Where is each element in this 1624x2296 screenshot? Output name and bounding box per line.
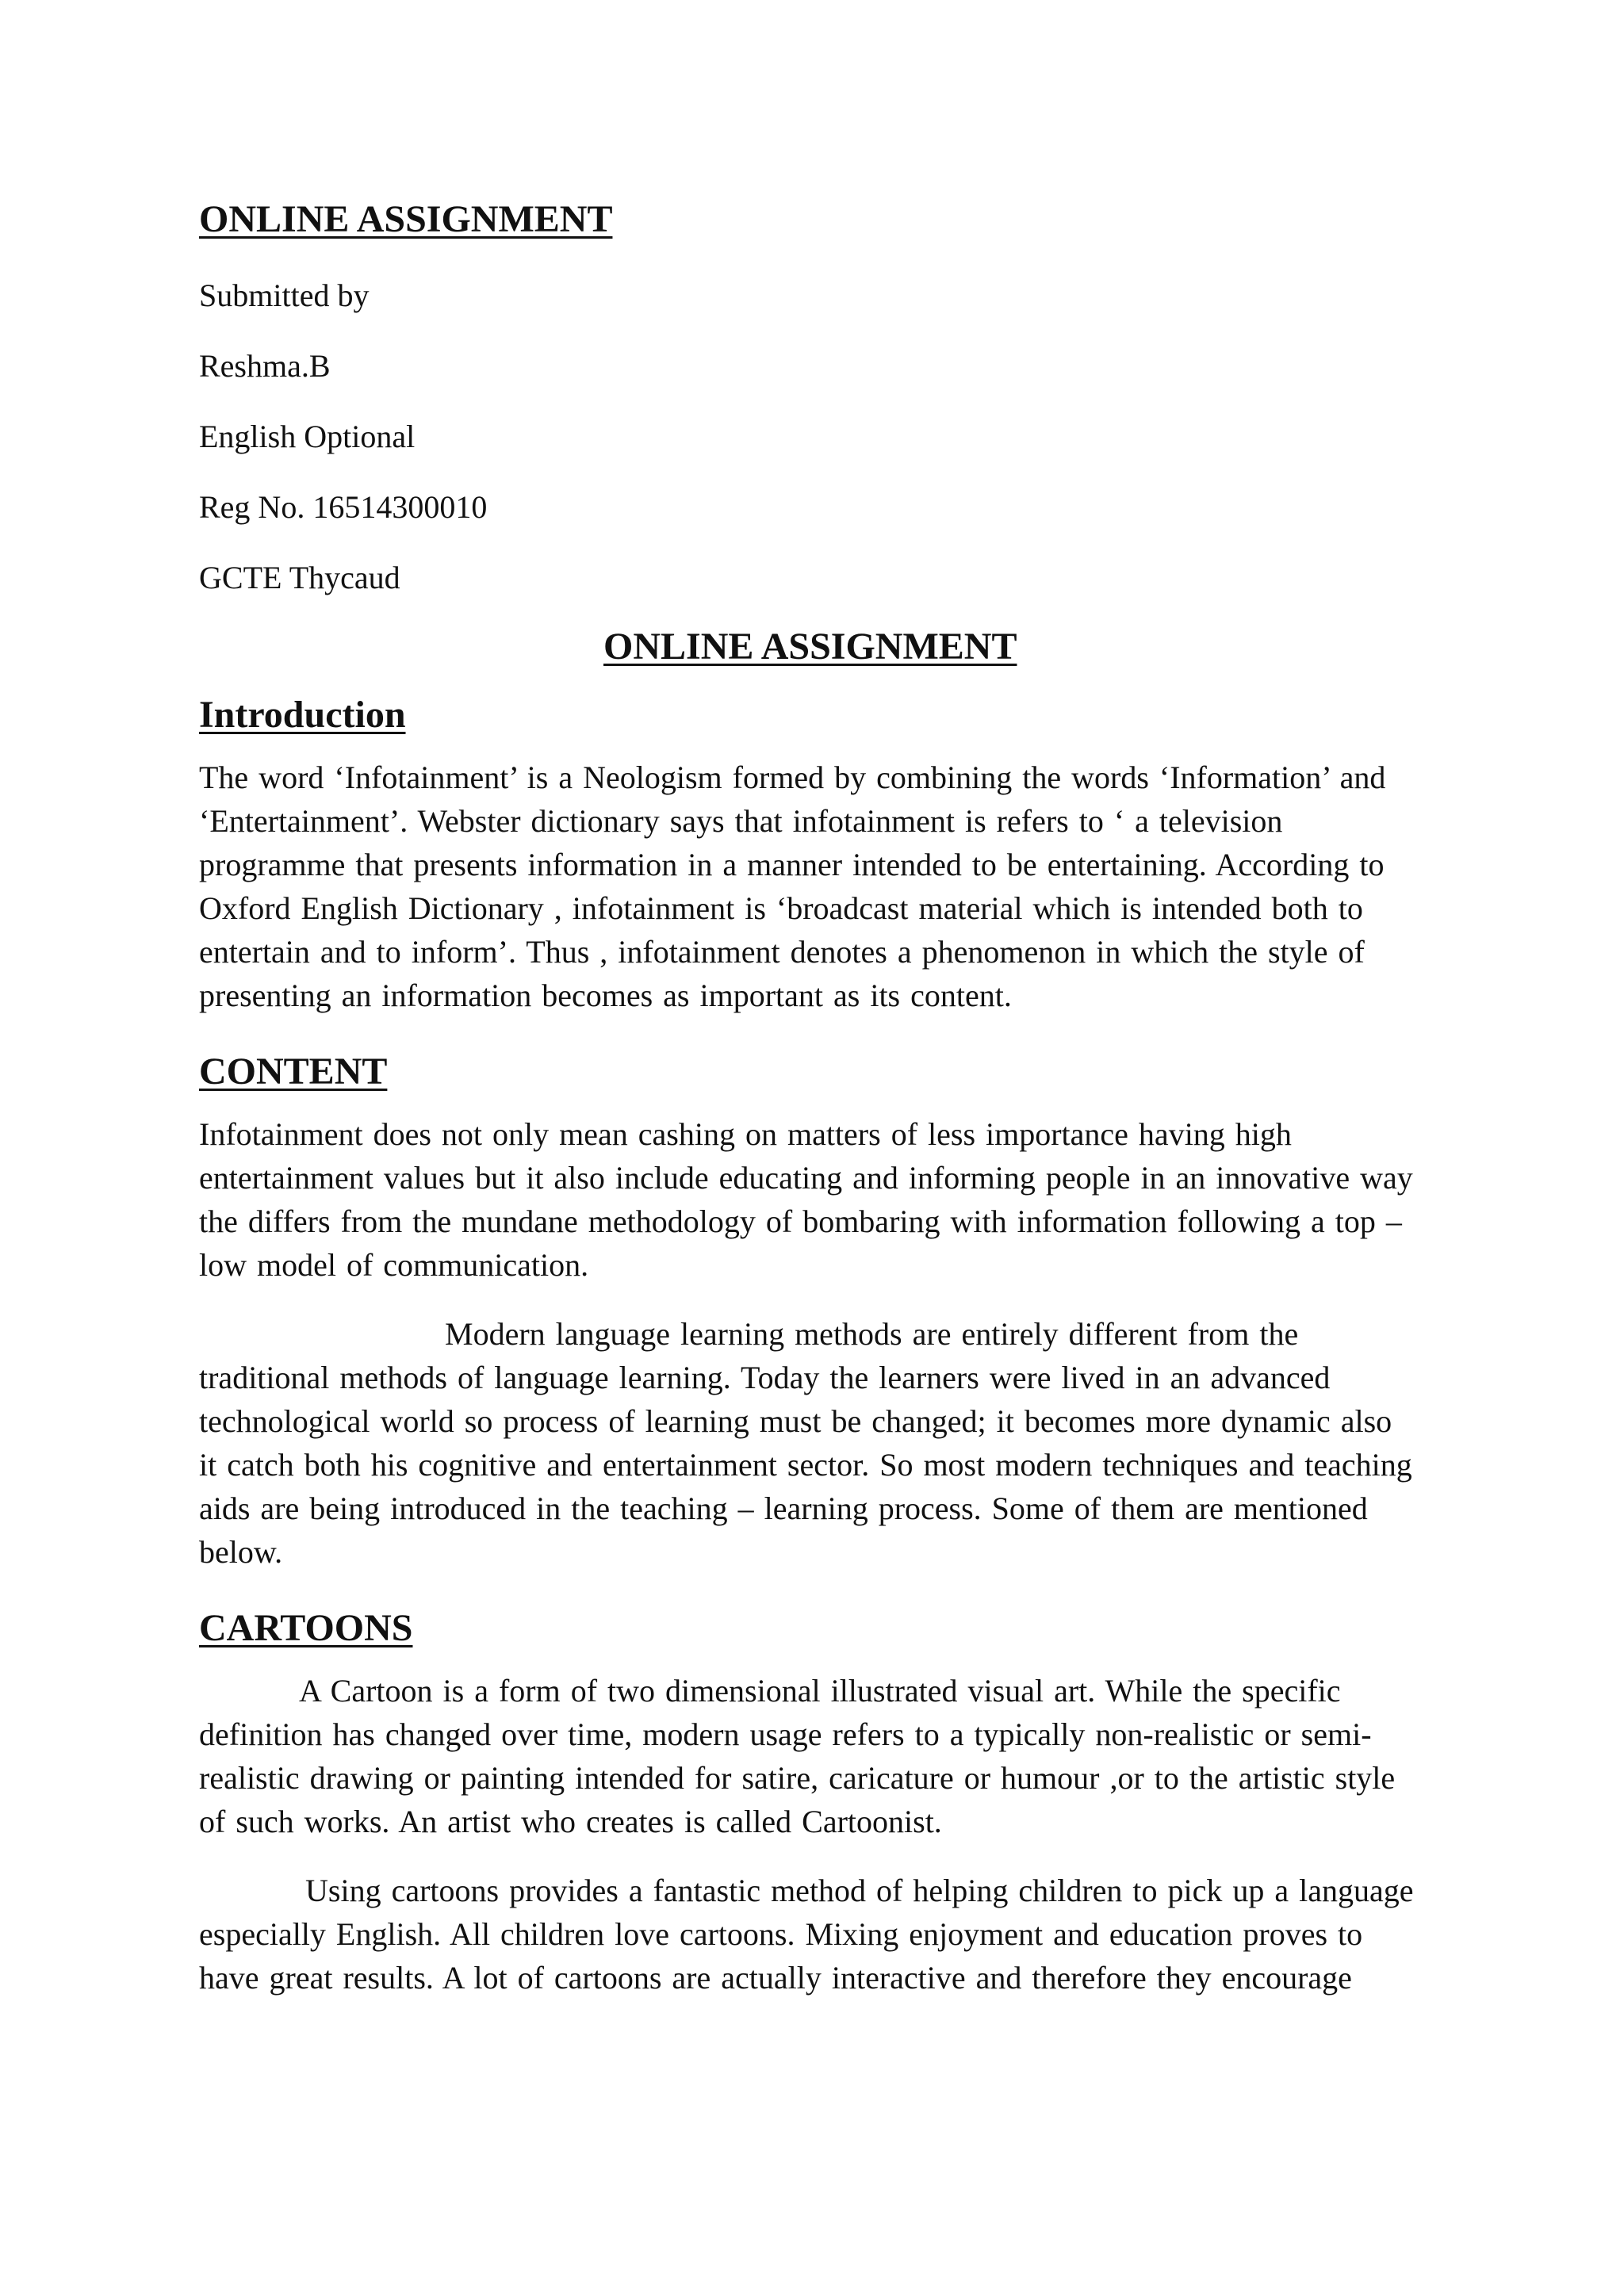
body-title: ONLINE ASSIGNMENT <box>603 626 1017 668</box>
cartoons-paragraph-1: A Cartoon is a form of two dimensional illustrated visual art. While the specific definition has changed over time, modern usage refers to a typically non-realistic or semi- realistic drawing or painting intended for satire, caricature or humour ,or to the artistic style of such works. An artist who creates is called Cartoonist. <box>199 1673 1396 1839</box>
registration-number: Reg No. 16514300010 <box>199 489 488 525</box>
document-title: ONLINE ASSIGNMENT <box>199 198 613 240</box>
content-paragraph-1: Infotainment does not only mean cashing on matters of less importance having high entertainment values but it also include educating and informing people in an innovative way the differs from the mundane methodology of bombaring with information following a top – low model of communication. <box>199 1116 1413 1283</box>
submitted-by-label: Submitted by <box>199 277 370 313</box>
introduction-paragraph: The word ‘Infotainment’ is a Neologism formed by combining the words ‘Information’ and ‘Entertainment’. Webster dictionary says that infotainment is refers to ‘ a television programme that presents information in a manner intended to be entertaining. According to Oxford English Dictionary , infotainment is ‘broadcast material which is intended both to entertain and to inform’. Thus , infotainment denotes a phenomenon in which the style of presenting an information becomes as important as its content. <box>199 760 1386 1013</box>
content-paragraph-2: Modern language learning methods are entirely different from the traditional methods of language learning. Today the learners were lived in an advanced technological world so process of learning must be changed; it becomes more dynamic also it catch both his cognitive and entertainment sector. So most modern techniques and teaching aids are being introduced in the teaching – learning process. Some of them are mentioned below. <box>199 1316 1412 1570</box>
content-heading: CONTENT <box>199 1050 388 1093</box>
document-content <box>199 190 1436 2025</box>
cartoons-heading: CARTOONS <box>199 1607 413 1649</box>
student-name: Reshma.B <box>199 348 331 384</box>
college-name: GCTE Thycaud <box>199 560 400 595</box>
introduction-heading: Introduction <box>199 694 406 736</box>
cartoons-paragraph-2: Using cartoons provides a fantastic method of helping children to pick up a language especially English. All children love cartoons. Mixing enjoyment and education proves to have great results. A lot of cartoons are actually interactive and therefore they encourage <box>199 1873 1414 1996</box>
subject-line: English Optional <box>199 419 416 454</box>
